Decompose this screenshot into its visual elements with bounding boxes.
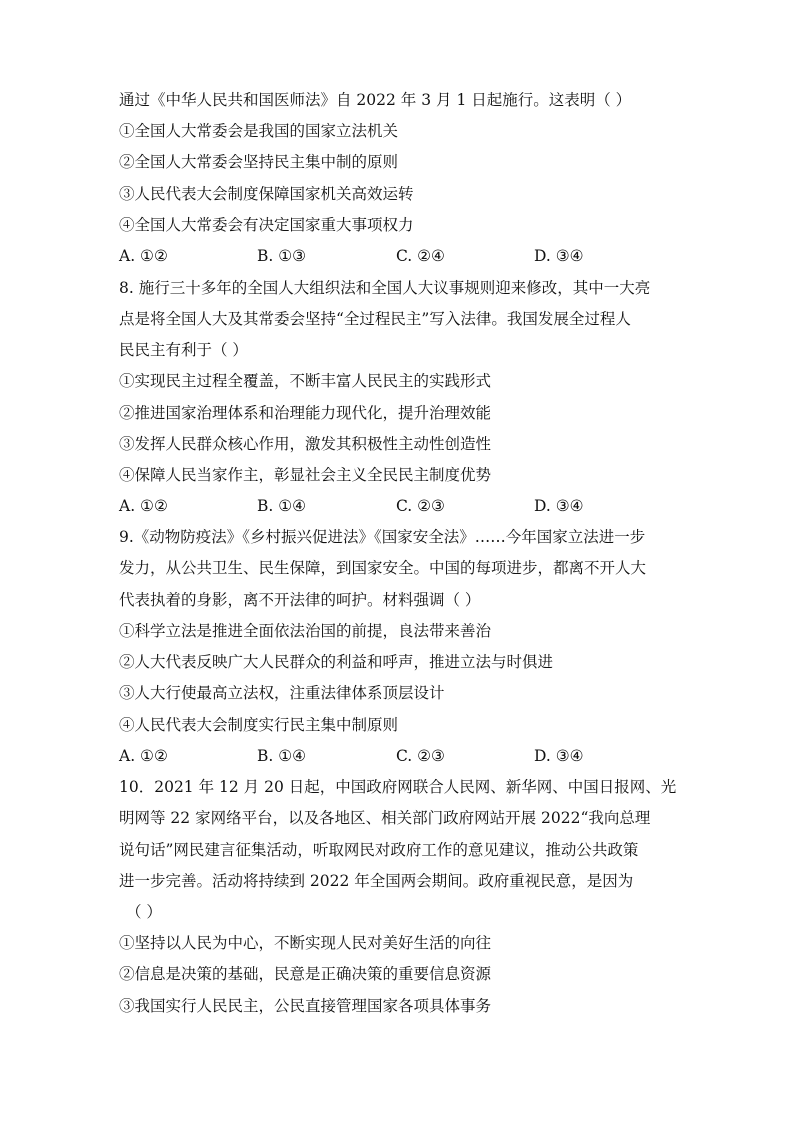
q7-statement-2: ②全国人大常委会坚持民主集中制的原则 xyxy=(119,153,399,171)
q10-stem-line-1: 10．2021 年 12 月 20 日起，中国政府网联合人民网、新华网、中国日报网、光 xyxy=(119,778,677,796)
q9-option-c[interactable]: C. ②③ xyxy=(396,747,445,765)
q7-statement-4: ④全国人大常委会有决定国家重大事项权力 xyxy=(119,216,414,234)
q9-options xyxy=(119,746,719,766)
q10-statement-2: ②信息是决策的基础，民意是正确决策的重要信息资源 xyxy=(119,965,492,983)
q7-statement-3: ③人民代表大会制度保障国家机关高效运转 xyxy=(119,185,414,203)
q8-statement-3: ③发挥人民群众核心作用，激发其积极性主动性创造性 xyxy=(119,435,492,453)
q9-stem-line-2: 发力，从公共卫生、民生保障，到国家安全。中国的每项进步，都离不开人大 xyxy=(119,559,647,577)
q10-answer-bracket: （ ） xyxy=(126,903,162,921)
q10-stem-line-3: 说句话”网民建言征集活动，听取网民对政府工作的意见建议，推动公共政策 xyxy=(119,841,639,859)
q10-stem-line-4: 进一步完善。活动将持续到 2022 年全国两会期间。政府重视民意，是因为 xyxy=(119,872,634,890)
q9-stem-line-3: 代表执着的身影，离不开法律的呵护。材料强调（ ） xyxy=(119,591,481,609)
q8-statement-2: ②推进国家治理体系和治理能力现代化，提升治理效能 xyxy=(119,404,492,422)
q10-stem-line-2: 明网等 22 家网络平台，以及各地区、相关部门政府网站开展 2022“我向总理 xyxy=(119,809,651,827)
q9-option-b[interactable]: B. ①④ xyxy=(257,747,307,765)
q8-option-d[interactable]: D. ③④ xyxy=(534,497,584,515)
q9-stem-line-1: 9.《动物防疫法》《乡村振兴促进法》《国家安全法》……今年国家立法进一步 xyxy=(119,528,646,546)
q8-stem-line-3: 民民主有利于（ ） xyxy=(119,341,248,359)
q10-statement-1: ①坚持以人民为中心，不断实现人民对美好生活的向往 xyxy=(119,934,492,952)
q8-options xyxy=(119,496,719,516)
q10-statement-3: ③我国实行人民民主，公民直接管理国家各项具体事务 xyxy=(119,997,492,1015)
q7-option-d[interactable]: D. ③④ xyxy=(534,247,584,265)
q8-option-b[interactable]: B. ①④ xyxy=(257,497,307,515)
q9-statement-3: ③人大行使最高立法权，注重法律体系顶层设计 xyxy=(119,684,445,702)
q7-stem-line: 通过《中华人民共和国医师法》自 2022 年 3 月 1 日起施行。这表明（ ） xyxy=(119,91,632,109)
q7-option-b[interactable]: B. ①③ xyxy=(257,247,307,265)
q8-option-a[interactable]: A. ①② xyxy=(119,497,168,515)
q7-option-c[interactable]: C. ②④ xyxy=(396,247,445,265)
q9-statement-2: ②人大代表反映广大人民群众的利益和呼声，推进立法与时俱进 xyxy=(119,653,554,671)
q8-stem-line-1: 8. 施行三十多年的全国人大组织法和全国人大议事规则迎来修改，其中一大亮 xyxy=(119,279,651,297)
q9-statement-4: ④人民代表大会制度实行民主集中制原则 xyxy=(119,716,399,734)
q9-option-d[interactable]: D. ③④ xyxy=(534,747,584,765)
q9-option-a[interactable]: A. ①② xyxy=(119,747,168,765)
q8-statement-1: ①实现民主过程全覆盖，不断丰富人民民主的实践形式 xyxy=(119,372,492,390)
q7-option-a[interactable]: A. ①② xyxy=(119,247,168,265)
q8-option-c[interactable]: C. ②③ xyxy=(396,497,445,515)
q8-statement-4: ④保障人民当家作主，彰显社会主义全民民主制度优势 xyxy=(119,466,492,484)
q8-stem-line-2: 点是将全国人大及其常委会坚持“全过程民主”写入法律。我国发展全过程人 xyxy=(119,310,631,328)
q7-options xyxy=(119,246,719,266)
q9-statement-1: ①科学立法是推进全面依法治国的前提，良法带来善治 xyxy=(119,622,492,640)
q7-statement-1: ①全国人大常委会是我国的国家立法机关 xyxy=(119,122,399,140)
